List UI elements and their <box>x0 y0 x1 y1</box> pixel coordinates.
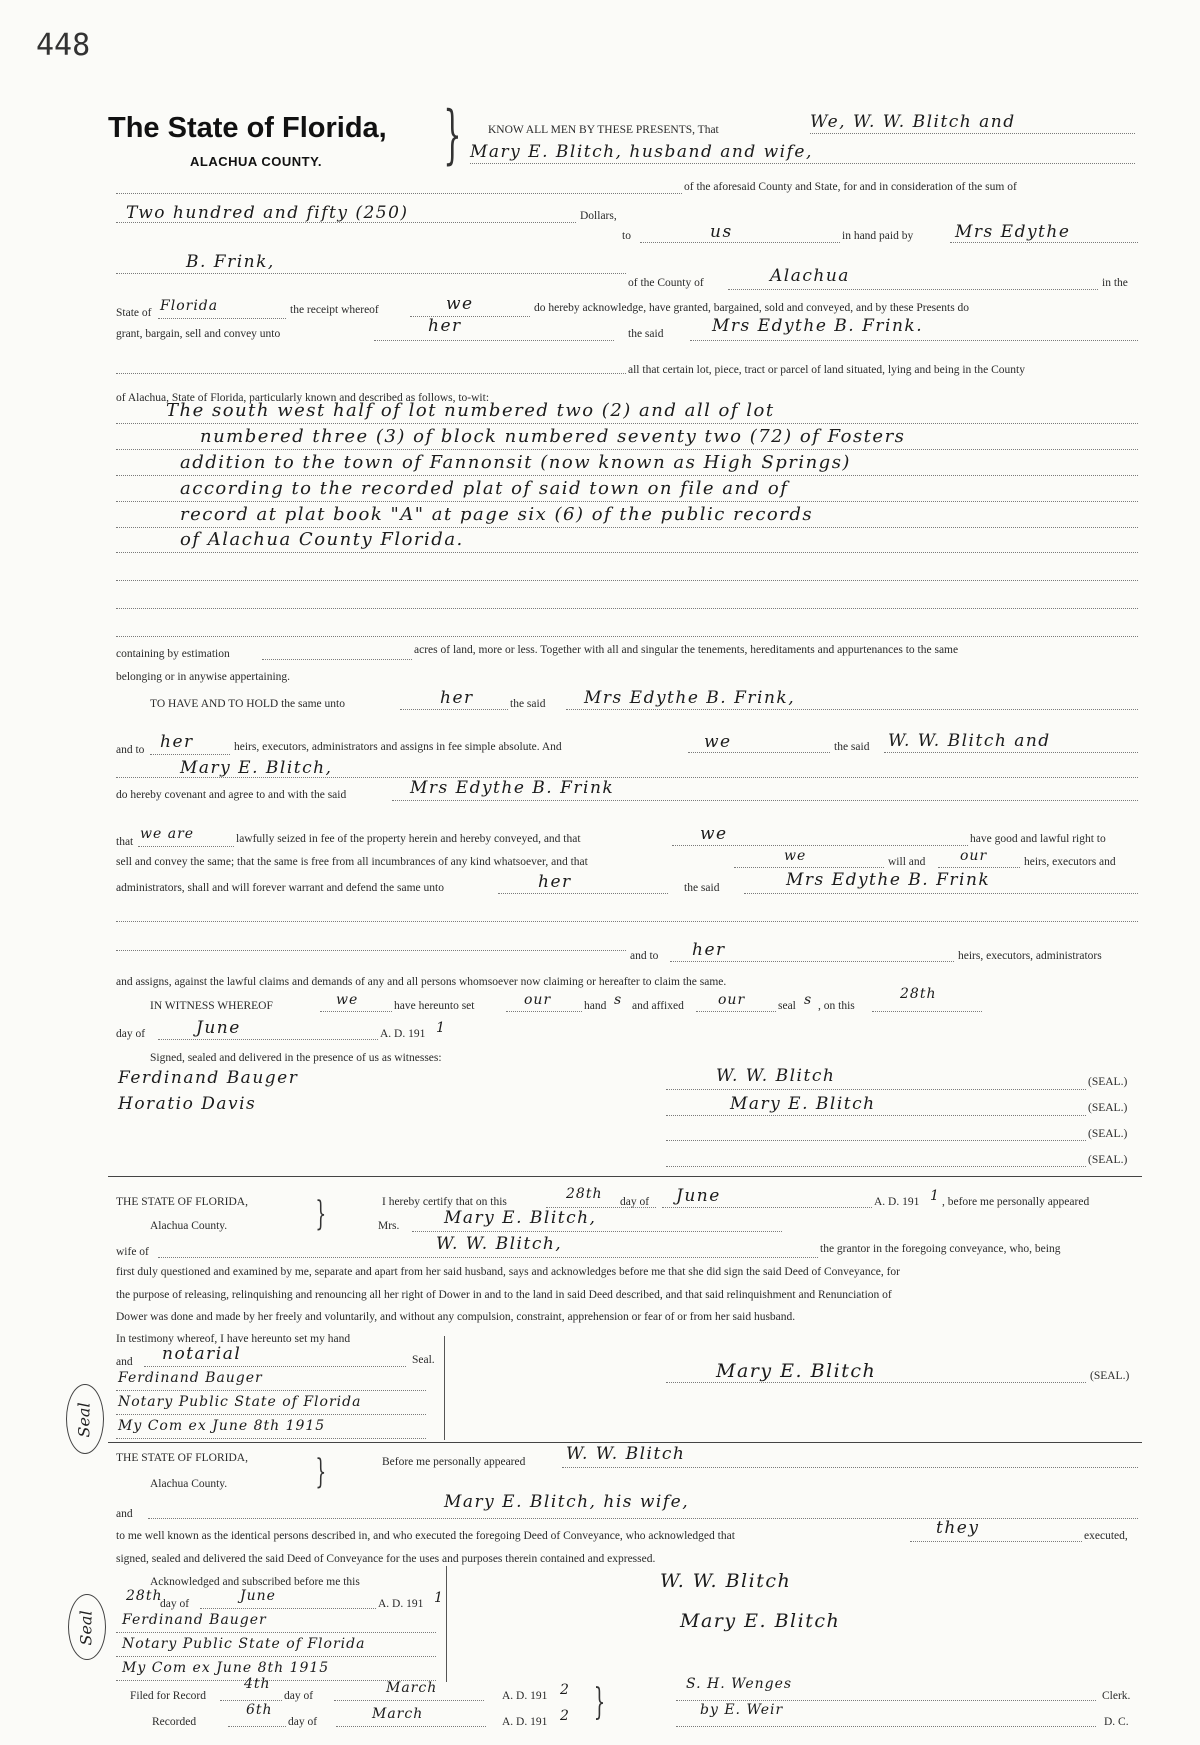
seal-label-4: (SEAL.) <box>1088 1154 1128 1166</box>
affixed-hw: our <box>718 992 746 1008</box>
ack1-seal-label: (SEAL.) <box>1090 1370 1130 1382</box>
ack1-seal-mark-text: Seal <box>74 1402 94 1438</box>
record-clerk: Clerk. <box>1102 1690 1131 1702</box>
signer-1-hw: W. W. Blitch <box>716 1066 836 1086</box>
grant-line: grant, bargain, sell and convey unto <box>116 328 281 340</box>
ack2-signed: signed, sealed and delivered the said Deed of Conveyance for the uses and purposes therein contained and expressed. <box>116 1553 656 1565</box>
admin-said-label: the said <box>684 882 720 894</box>
receipt-label: the receipt whereof <box>290 304 379 316</box>
ack1-para-3: Dower was done and made by her freely and voluntarily, and without any compulsion, constraint, apprehension or fear of or from her said husband. <box>116 1311 796 1323</box>
ack2-notary-3: My Com ex June 8th 1915 <box>122 1660 330 1676</box>
state-of-label: State of <box>116 307 152 319</box>
of-county-label: of the County of <box>628 277 704 289</box>
ack2-day-hw: 28th <box>126 1588 163 1604</box>
grantee-name-1: Mrs Edythe <box>955 222 1071 242</box>
affixed-label: and affixed <box>632 1000 684 1012</box>
description-line-1: The south west half of lot numbered two (2) and all of lot <box>166 400 775 421</box>
on-this-label: , on this <box>818 1000 855 1012</box>
seal-word: seal <box>778 1000 796 1012</box>
ack2-ad: A. D. 191 <box>378 1598 424 1610</box>
acknowledge-text: do hereby acknowledge, have granted, bargained, sold and conveyed, and by these Presents do <box>534 302 970 314</box>
witness-1-hw: Ferdinand Bauger <box>118 1068 299 1088</box>
county-heading: ALACHUA COUNTY. <box>190 154 322 169</box>
our-hw: our <box>960 848 988 864</box>
sell-hw: we <box>784 848 807 864</box>
ack1-notary-2: Notary Public State of Florida <box>118 1394 362 1410</box>
habendum-said-hw: Mrs Edythe B. Frink, <box>584 688 796 708</box>
day-of-label: day of <box>116 1028 146 1040</box>
ack2-seal-mark-text: Seal <box>76 1610 96 1646</box>
county-handwritten: Alachua <box>770 266 850 286</box>
ack2-and-hw: Mary E. Blitch, his wife, <box>444 1492 690 1512</box>
ack1-signer-hw: Mary E. Blitch <box>716 1360 877 1382</box>
ack2-state: THE STATE OF FLORIDA, <box>116 1452 248 1464</box>
unto-handwritten: her <box>428 316 462 336</box>
ack2-seal-mark <box>68 1594 106 1660</box>
ack1-notary-1: Ferdinand Bauger <box>118 1370 263 1386</box>
heirs-hw: her <box>160 732 194 752</box>
record-day-of-2: day of <box>288 1716 318 1728</box>
and-to2-label: and to <box>630 950 659 962</box>
ack2-brace: } <box>315 1452 327 1492</box>
ack2-known: to me well known as the identical persons described in, and who executed the foregoing Deed of Conveyance, who acknowledged that <box>116 1530 735 1542</box>
ack1-before: , before me personally appeared <box>942 1196 1090 1208</box>
ack1-state: THE STATE OF FLORIDA, <box>116 1196 248 1208</box>
habendum-unto-hw: her <box>440 688 474 708</box>
description-line-6: of Alachua County Florida. <box>180 529 464 550</box>
right-text: have good and lawful right to <box>970 833 1106 845</box>
signer-2-hw: Mary E. Blitch <box>730 1094 876 1114</box>
we-hw: we <box>704 732 732 752</box>
to-handwritten: us <box>710 222 733 242</box>
record-rec-month-hw: March <box>372 1706 424 1722</box>
ack2-year-hw: 1 <box>434 1590 444 1606</box>
ack1-para-1: first duly questioned and examined by me, separate and apart from her said husband, says and acknowledges before me that she did sign the said Deed of Conveyance, for <box>116 1266 900 1278</box>
ack1-and: and <box>116 1356 133 1368</box>
hand-hw: s <box>614 992 623 1008</box>
record-rec-day-hw: 6th <box>246 1702 273 1718</box>
receipt-handwritten: we <box>446 294 474 314</box>
header-brace: } <box>443 98 462 172</box>
ack1-notary-3: My Com ex June 8th 1915 <box>118 1418 326 1434</box>
iw-hw: we <box>336 992 359 1008</box>
heirs-exec2-text: heirs, executors, administrators <box>958 950 1102 962</box>
record-recorded: Recorded <box>152 1716 197 1728</box>
grantors-name-2: Mary E. Blitch, husband and wife, <box>470 142 813 162</box>
ack2-day-of: day of <box>160 1598 190 1610</box>
know-all-text: KNOW ALL MEN BY THESE PRESENTS, That <box>488 124 719 136</box>
ack1-wife-hw: W. W. Blitch, <box>436 1234 563 1254</box>
ack2-ack-sub: Acknowledged and subscribed before me this <box>150 1576 360 1588</box>
and-to-label: and to <box>116 744 145 756</box>
admin-hw: her <box>538 872 572 892</box>
ack1-certify: I hereby certify that on this <box>382 1196 507 1208</box>
witness-2-hw: Horatio Davis <box>118 1094 257 1114</box>
record-ad-1: A. D. 191 <box>502 1690 548 1702</box>
ack1-and-hw: notarial <box>162 1344 242 1364</box>
heirs-text: heirs, executors, administrators and assigns in fee simple absolute. And <box>234 741 562 753</box>
admin-line: administrators, shall and will forever warrant and defend the same unto <box>116 882 444 894</box>
ack2-county: Alachua County. <box>150 1478 228 1490</box>
ack2-notary-1: Ferdinand Bauger <box>122 1612 267 1628</box>
ad-label: A. D. 191 <box>380 1028 426 1040</box>
covenant-text: do hereby covenant and agree to and with the said <box>116 789 347 801</box>
will-and-label: will and <box>888 856 926 868</box>
ack1-seal-mark <box>66 1384 104 1454</box>
page-title: The State of Florida, <box>108 112 387 144</box>
description-line-5: record at plat book "A" at page six (6) of the public records <box>180 504 814 525</box>
habendum-grantors-1: W. W. Blitch and <box>888 731 1051 751</box>
in-the-label: in the <box>1102 277 1128 289</box>
set-label: have hereunto set <box>394 1000 475 1012</box>
grantors-name-1: We, W. W. Blitch and <box>810 112 1016 132</box>
record-rec-year-hw: 2 <box>560 1708 570 1724</box>
ack1-county: Alachua County. <box>150 1220 228 1232</box>
that-label: that <box>116 836 134 848</box>
ack2-and: and <box>116 1508 133 1520</box>
of-alachua-line: of Alachua, State of Florida, particularly known and described as follows, to-wit: <box>116 392 490 404</box>
signed-label: Signed, sealed and delivered in the presence of us as witnesses: <box>150 1052 442 1064</box>
seal-label-1: (SEAL.) <box>1088 1076 1128 1088</box>
ack1-para-2: the purpose of releasing, relinquishing and renouncing all her right of Dower in and to the land in said Deed described, and that said relinquishment and Renunciation of <box>116 1289 892 1301</box>
to-label: to <box>622 230 631 242</box>
record-filed: Filed for Record <box>130 1690 207 1702</box>
ack2-executed: executed, <box>1084 1530 1128 1542</box>
ack1-year-hw: 1 <box>930 1188 940 1204</box>
habendum-said-label: the said <box>510 698 546 710</box>
habendum-grantors-2: Mary E. Blitch, <box>180 758 333 778</box>
ack1-mrs-hw: Mary E. Blitch, <box>444 1208 597 1228</box>
covenant-hw: Mrs Edythe B. Frink <box>410 778 615 798</box>
seized-hw: we <box>700 824 728 844</box>
to-have-text: TO HAVE AND TO HOLD the same unto <box>150 698 345 710</box>
ack1-testimony: In testimony whereof, I have hereunto set my hand <box>116 1333 351 1345</box>
that-hw: we are <box>140 826 195 842</box>
dollars-label: Dollars, <box>580 210 617 222</box>
ack1-month-hw: June <box>676 1186 721 1206</box>
ack2-known-hw: they <box>936 1518 980 1538</box>
record-dc: D. C. <box>1104 1716 1129 1728</box>
ack1-day-hw: 28th <box>566 1186 603 1202</box>
ack1-wife-of: wife of <box>116 1246 149 1258</box>
amount-handwritten: Two hundred and fifty (250) <box>126 203 409 223</box>
consideration-label: of the aforesaid County and State, for and in consideration of the sum of <box>684 181 1017 193</box>
ack2-before-hw: W. W. Blitch <box>566 1444 686 1464</box>
description-line-4: according to the recorded plat of said town on file and of <box>180 478 789 499</box>
assigns-line: and assigns, against the lawful claims and demands of any and all persons whomsoever now claiming or hereafter to claim the same. <box>116 976 727 988</box>
tenements-text: acres of land, more or less. Together with all and singular the tenements, hereditaments and appurtenances to the same <box>414 644 959 656</box>
sell-line: sell and convey the same; that the same is free from all incumbrances of any kind whatsoever, and that <box>116 856 588 868</box>
witness-year-hw: 1 <box>436 1020 446 1036</box>
ack2-month-hw: June <box>240 1588 276 1604</box>
set-hw: our <box>524 992 552 1008</box>
record-filed-year-hw: 2 <box>560 1682 570 1698</box>
seal-hw: s <box>804 992 813 1008</box>
in-witness-label: IN WITNESS WHEREOF <box>150 1000 273 1012</box>
section-divider-1 <box>108 1176 1142 1177</box>
ack2-signer-2-hw: Mary E. Blitch <box>680 1610 841 1632</box>
admin-said-hw: Mrs Edythe B. Frink <box>786 870 991 890</box>
habendum-said2: the said <box>834 741 870 753</box>
ack1-seal: Seal. <box>412 1354 435 1366</box>
seal-label-2: (SEAL.) <box>1088 1102 1128 1114</box>
ack2-signer-1-hw: W. W. Blitch <box>660 1570 792 1592</box>
appertaining-text: belonging or in anywise appertaining. <box>116 671 291 683</box>
witness-day-hw: 28th <box>900 986 937 1002</box>
ack1-grantor: the grantor in the foregoing conveyance, who, being <box>820 1243 1061 1255</box>
record-brace: } <box>593 1682 606 1723</box>
state-handwritten: Florida <box>160 298 219 314</box>
ack2-notary-2: Notary Public State of Florida <box>122 1636 366 1652</box>
paid-by-label: in hand paid by <box>842 230 914 242</box>
record-filed-day-hw: 4th <box>244 1676 271 1692</box>
ack1-day-of: day of <box>620 1196 650 1208</box>
heirs-exec-text: heirs, executors and <box>1024 856 1116 868</box>
the-said-label: the said <box>628 328 664 340</box>
ack1-mrs: Mrs. <box>378 1220 400 1232</box>
record-dc-hw: by E. Weir <box>700 1702 784 1718</box>
containing-label: containing by estimation <box>116 648 230 660</box>
said-handwritten: Mrs Edythe B. Frink. <box>712 316 924 336</box>
and-to2-hw: her <box>692 940 726 960</box>
section-divider-2 <box>108 1442 1142 1443</box>
ack1-brace: } <box>315 1194 327 1234</box>
description-line-2: numbered three (3) of block numbered seventy two (72) of Fosters <box>200 426 906 447</box>
seized-text: lawfully seized in fee of the property herein and hereby conveyed, and that <box>236 833 581 845</box>
record-filed-month-hw: March <box>386 1680 438 1696</box>
record-ad-2: A. D. 191 <box>502 1716 548 1728</box>
description-line-3: addition to the town of Fannonsit (now known as High Springs) <box>180 452 851 473</box>
hand-label: hand <box>584 1000 607 1012</box>
ack2-before: Before me personally appeared <box>382 1456 526 1468</box>
record-day-of-1: day of <box>284 1690 314 1702</box>
seal-label-3: (SEAL.) <box>1088 1128 1128 1140</box>
ack1-ad: A. D. 191 <box>874 1196 920 1208</box>
page-number: 448 <box>36 28 91 63</box>
record-clerk-hw: S. H. Wenges <box>686 1676 793 1692</box>
witness-month-hw: June <box>196 1018 241 1038</box>
lot-line: all that certain lot, piece, tract or parcel of land situated, lying and being in the County <box>628 364 1025 376</box>
grantee-name-2: B. Frink, <box>186 252 275 272</box>
